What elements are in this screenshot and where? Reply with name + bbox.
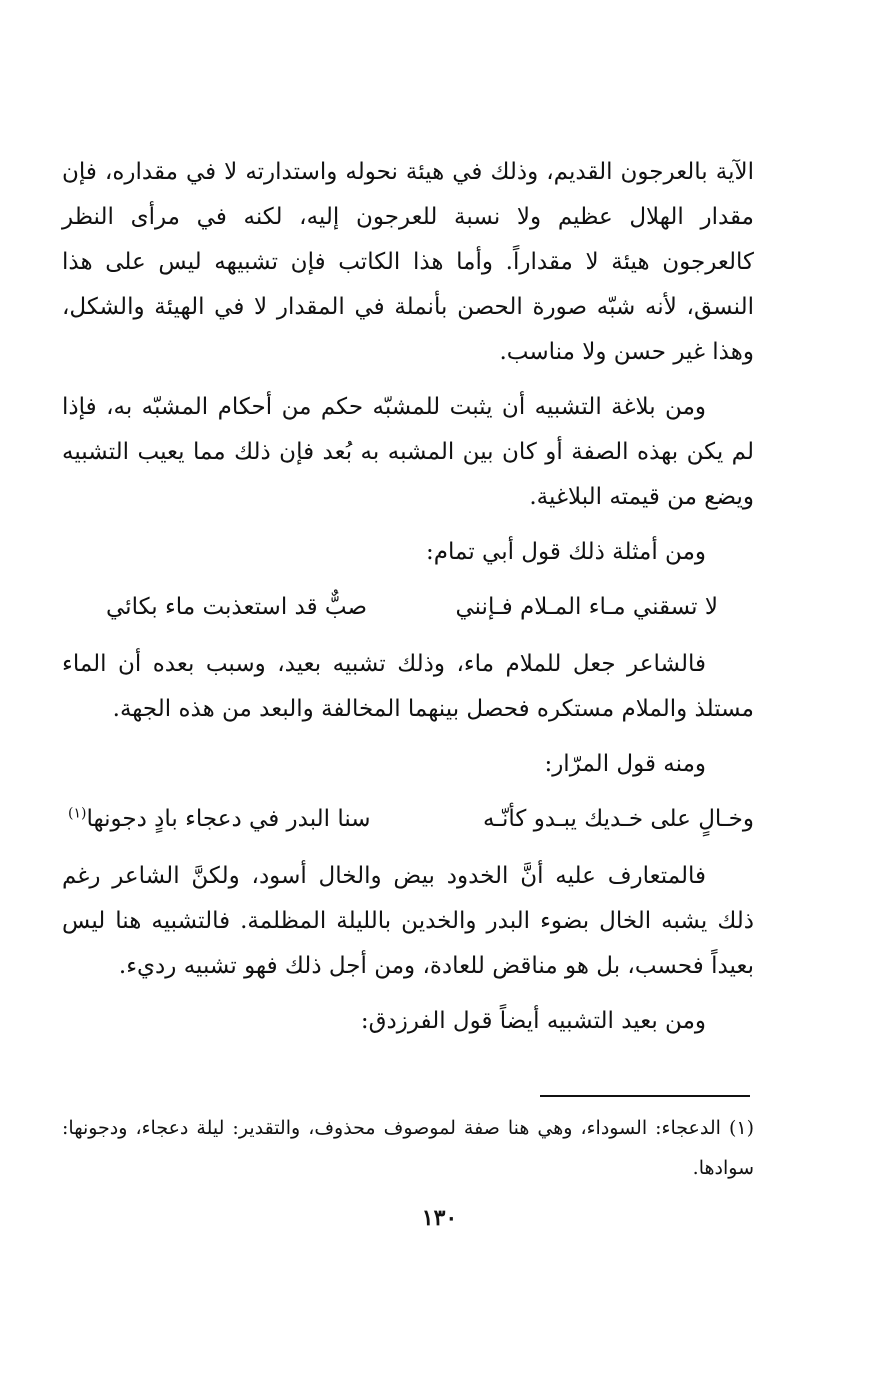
paragraph-7: ومن بعيد التشبيه أيضاً قول الفرزدق: (360, 1008, 706, 1034)
verse-abu-tammam (62, 585, 754, 630)
paragraph-3: ومن أمثلة ذلك قول أبي تمام: (426, 539, 706, 565)
footnote-reference[interactable]: (١) (68, 805, 87, 822)
page-number: ١٣٠ (421, 1205, 458, 1231)
verse-second-hemistich (68, 797, 371, 842)
footnote: (١) الدعجاء: السوداء، وهي هنا صفة لموصوف محذوف، والتقدير: ليلة دعجاء، ودجونها: سوادها. (62, 1117, 754, 1179)
verse-first-hemistich: لا تسقني مـاء المـلام فـإنني (455, 594, 718, 620)
paragraph-4: فالشاعر جعل للملام ماء، وذلك تشبيه بعيد، وسبب بعده أن الماء مستلذ والملام مستكره فحصل بينهما المخالفة والبعد من هذه الجهة. (62, 651, 754, 722)
paragraph-2: ومن بلاغة التشبيه أن يثبت للمشبّه حكم من أحكام المشبّه به، فإذا لم يكن بهذه الصفة أو كان بين المشبه به بُعد فإن ذلك مما يعيب التشبيه ويضع من قيمته البلاغية. (62, 394, 754, 510)
verse-second-text: سنا البدر في دعجاء بادٍ دجونها (86, 806, 371, 832)
paragraph-5: ومنه قول المرّار: (544, 751, 706, 777)
paragraph-1: الآية بالعرجون القديم، وذلك في هيئة نحوله واستدارته لا في مقداره، فإن مقدار الهلال عظيم ولا نسبة للعرجون إليه، لكنه في مرأى النظر كالعرجون هيئة لا مقداراً. وأما هذا الكاتب فإن تشبيهه ليس على هذا النسق، لأنه شبّه صورة الحصن بأنملة في المقدار لا في الهيئة والشكل، وهذا غير حسن ولا مناسب. (62, 159, 754, 365)
paragraph-6: فالمتعارف عليه أنَّ الخدود بيض والخال أسود، ولكنَّ الشاعر رغم ذلك يشبه الخال بضوء البدر والخدين بالليلة المظلمة. فالتشبيه هنا ليس بعيداً فحسب، بل هو مناقض للعادة، ومن أجل ذلك فهو تشبيه رديء. (62, 863, 754, 979)
footnote-divider (540, 1095, 750, 1097)
verse-first-hemistich: وخـالٍ على خـديك يبـدو كأنّـه (482, 806, 754, 832)
page-body (62, 150, 754, 1054)
verse-al-marrar (62, 797, 754, 842)
verse-second-hemistich: صبٌّ قد استعذبت ماء بكائي (106, 594, 368, 620)
